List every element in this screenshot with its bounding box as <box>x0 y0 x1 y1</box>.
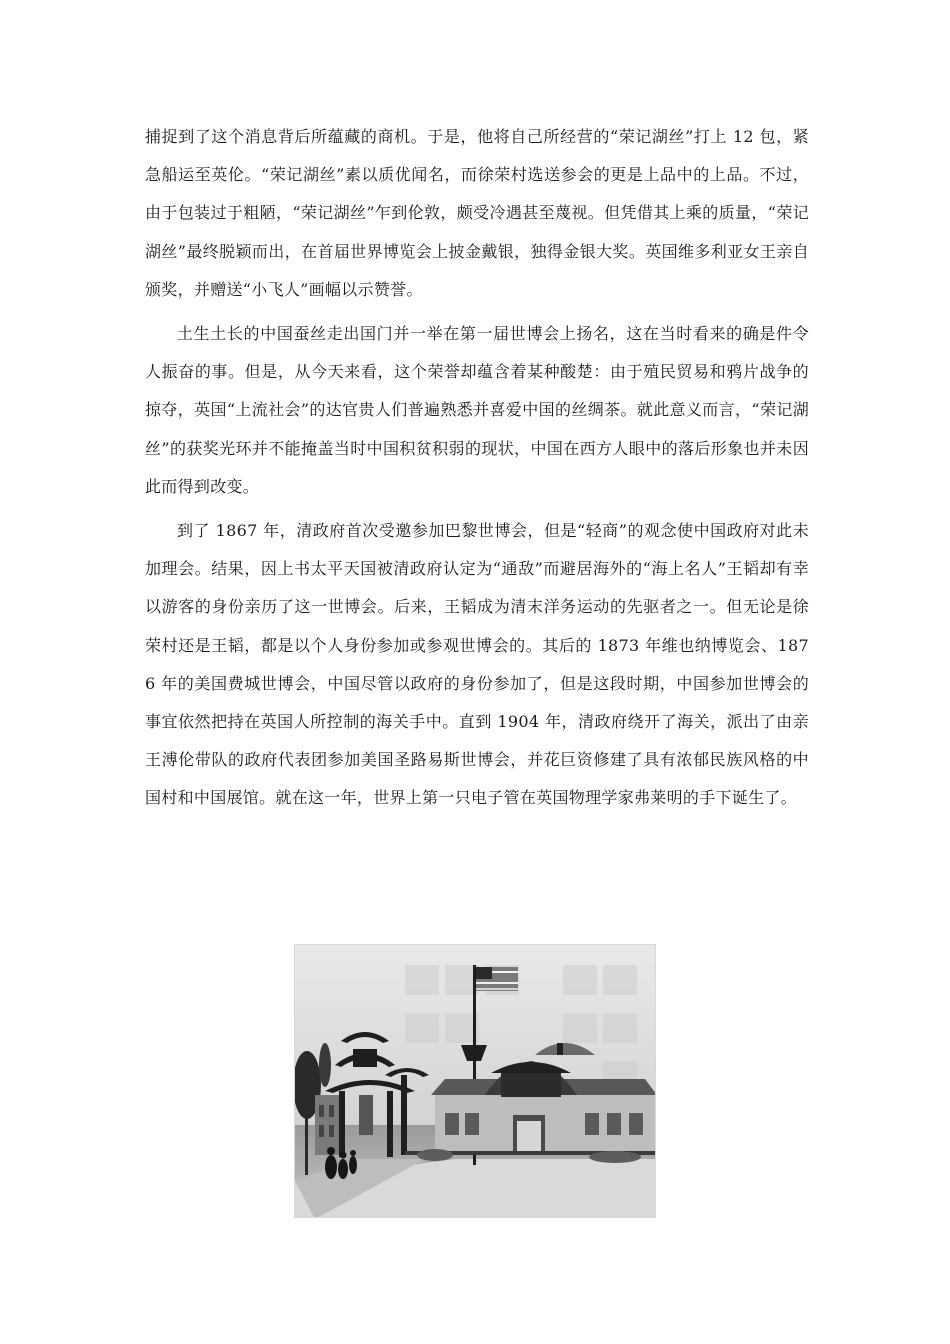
paragraph-3: 到了 1867 年，清政府首次受邀参加巴黎世博会，但是“轻商”的观念使中国政府对此未加理会。结果，因上书太平天国被清政府认定为“通敌”而避居海外的“海上名人”王韬却有幸以游客的身份亲历了这一世博会。后来，王韬成为清末洋务运动的先驱者之一。但无论是徐荣村还是王韬，都是以个人身份参加或参观世博会的。其后的 1873 年维也纳博览会、1876 年的美国费城世博会，中国尽管以政府的身份参加了，但是这段时期，中国参加世博会的事宜依然把持在英国人所控制的海关手中。直到 1904 年，清政府绕开了海关，派出了由亲王溥伦带队的政府代表团参加美国圣路易斯世博会，并花巨资修建了具有浓郁民族风格的中国村和中国展馆。就在这一年，世界上第一只电子管在英国物理学家弗莱明的手下诞生了。 <box>145 521 809 808</box>
paragraph-1: 捕捉到了这个消息背后所蕴藏的商机。于是，他将自己所经营的“荣记湖丝”打上 12 包，紧急船运至英伦。“荣记湖丝”素以质优闻名，而徐荣村选送参会的更是上品中的上品。不过，由于包装过于粗陋，“荣记湖丝”乍到伦敦，颇受冷遇甚至蔑视。但凭借其上乘的质量，“荣记湖丝”最终脱颖而出，在首届世界博览会上披金戴银，独得金银大奖。英国维多利亚女王亲自颁奖，并赠送“小飞人”画幅以示赞誉。 <box>145 127 809 299</box>
photo-illustration <box>295 945 656 1218</box>
body-text <box>145 118 809 818</box>
paragraph-2: 土生土长的中国蚕丝走出国门并一举在第一届世博会上扬名，这在当时看来的确是件令人振奋的事。但是，从今天来看，这个荣誉却蕴含着某种酸楚：由于殖民贸易和鸦片战争的掠夺，英国“上流社会”的达官贵人们普遍熟悉并喜爱中国的丝绸茶。就此意义而言，“荣记湖丝”的获奖光环并不能掩盖当时中国积贫积弱的现状，中国在西方人眼中的落后形象也并未因此而得到改变。 <box>145 324 809 496</box>
historical-photo <box>294 944 656 1218</box>
